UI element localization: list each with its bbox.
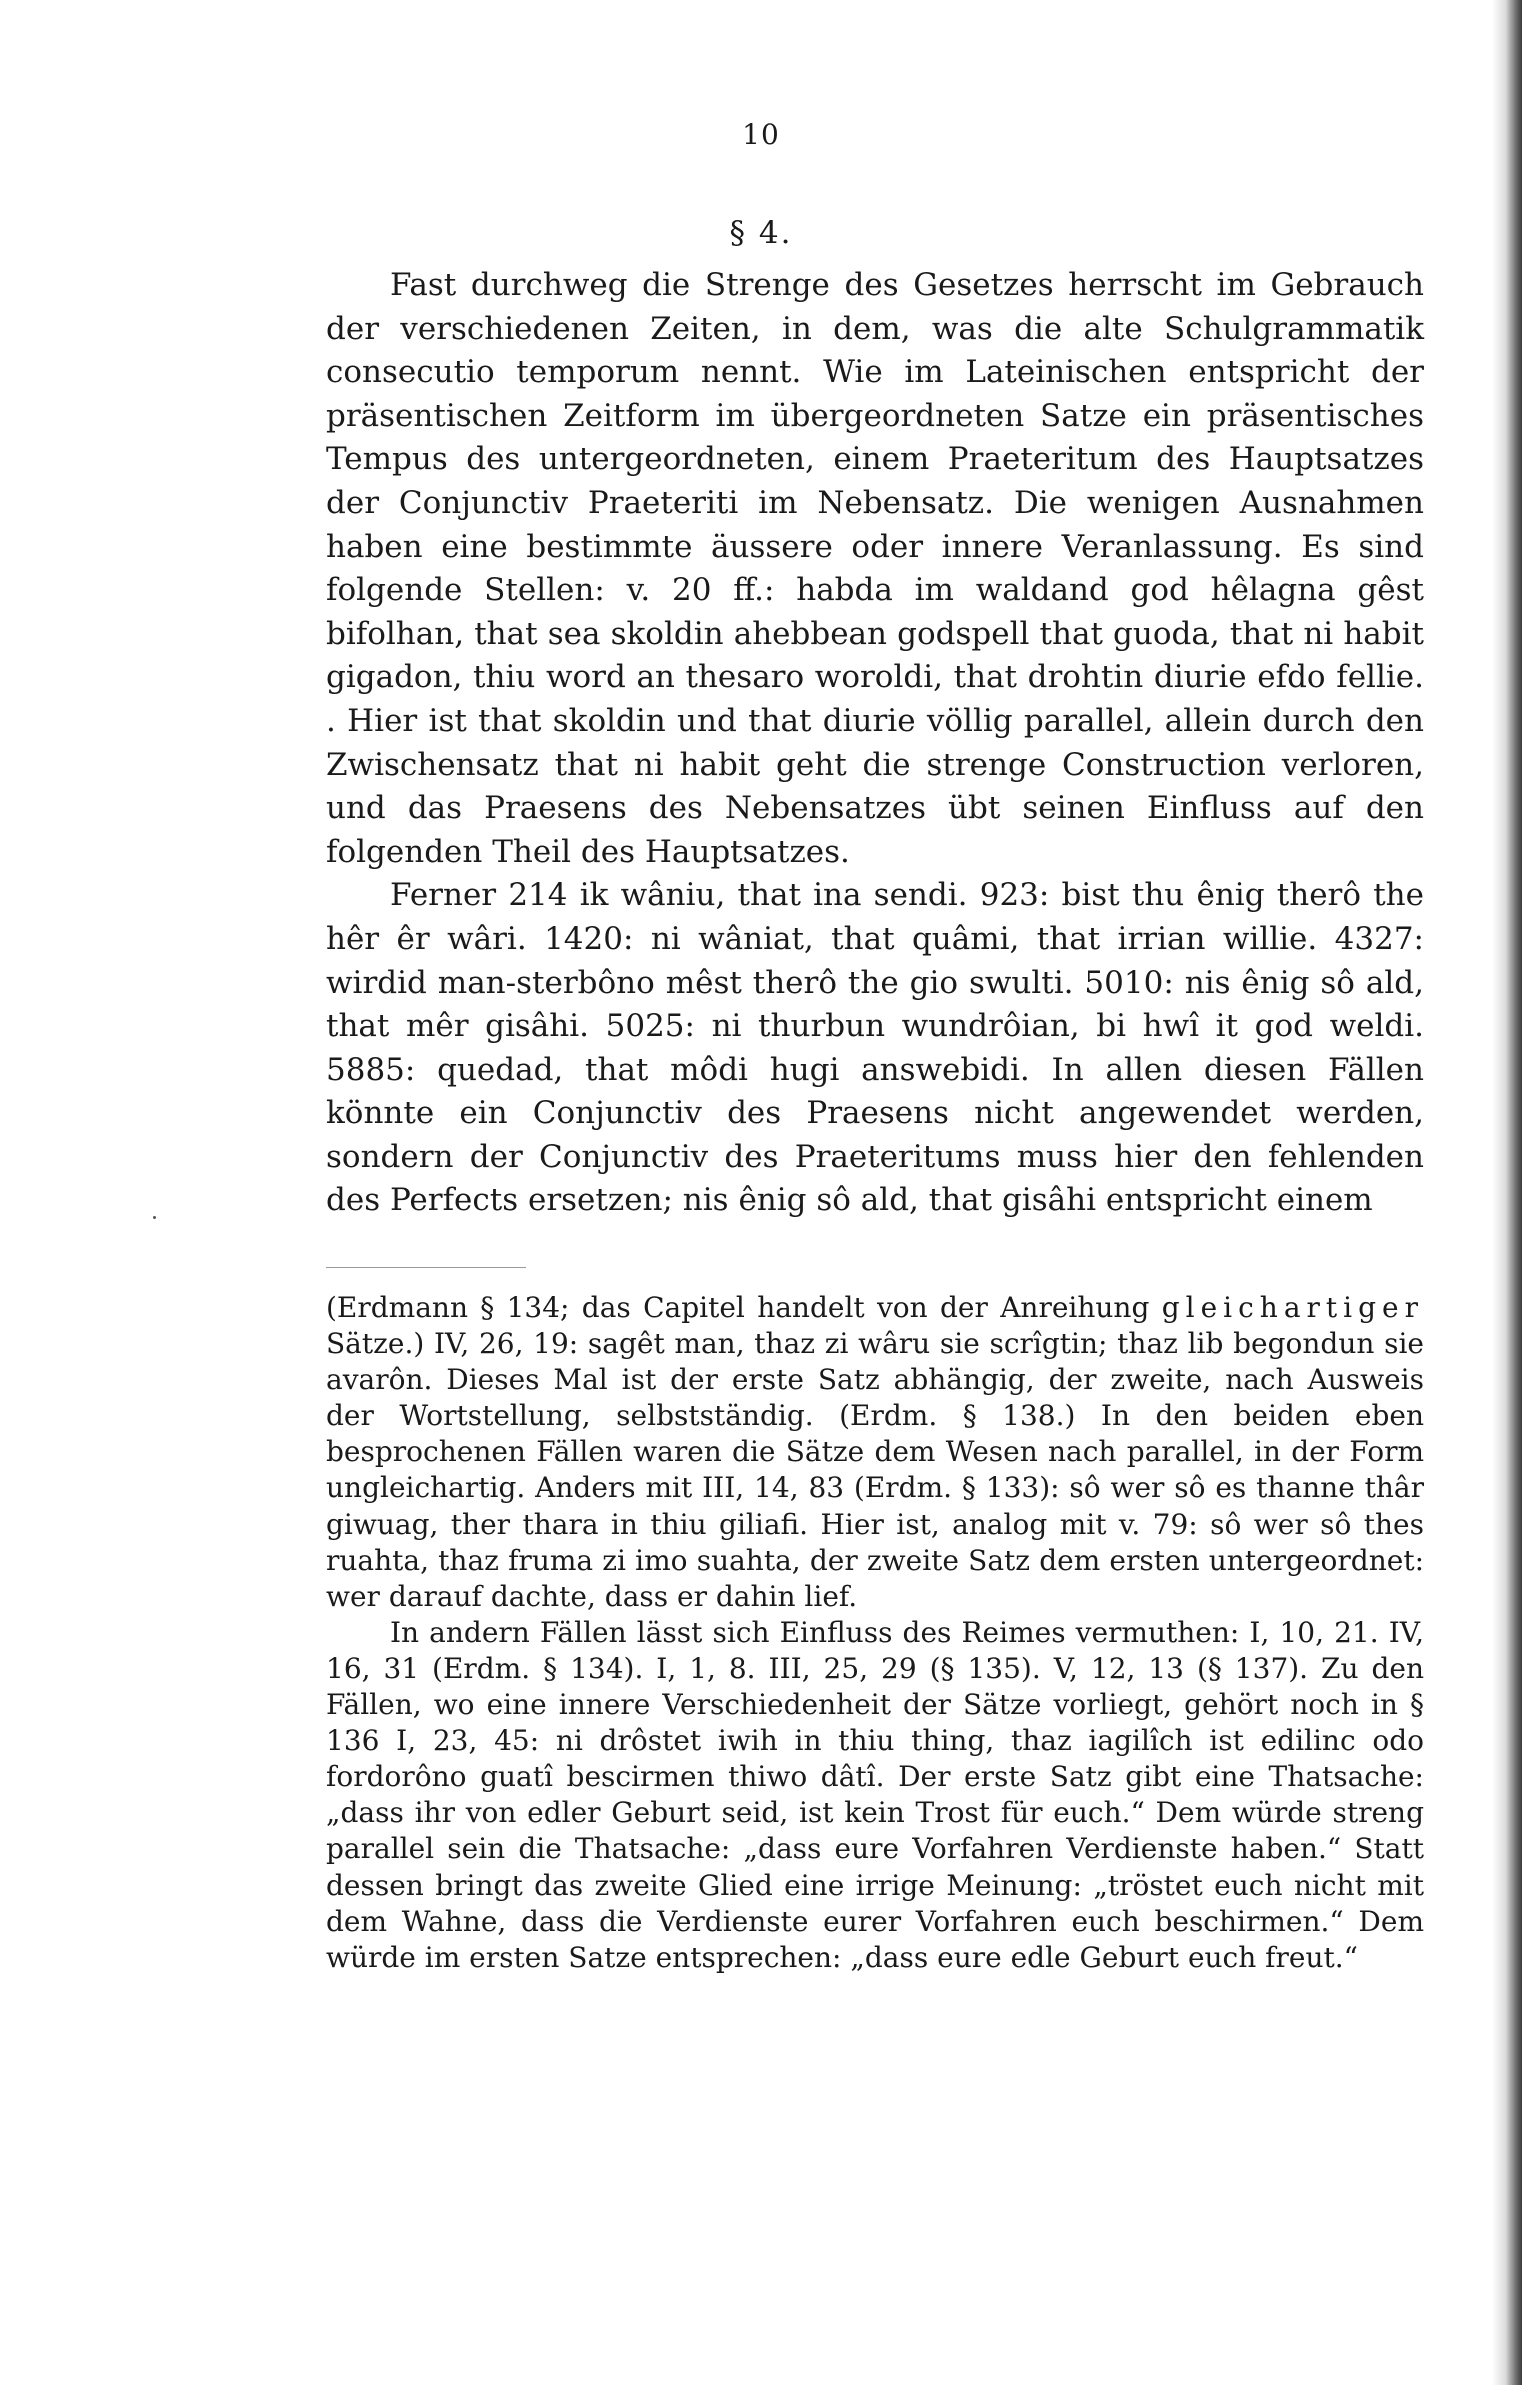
section-heading: § 4. xyxy=(729,215,793,251)
footnote-text-segment: (Erdmann § 134; das Capitel handelt von der Anreihung xyxy=(326,1291,1150,1324)
footnote-paragraph xyxy=(326,1290,1424,1615)
footnote xyxy=(326,1290,1424,1976)
body-paragraph: Fast durchweg die Strenge des Gesetzes herrscht im Gebrauch der verschiedenen Zeiten, in dem, was die alte Schulgrammatik consecutio temporum nennt. Wie im Lateinischen entspricht der präsentischen Zeitform im übergeordneten Satze ein präsentisches Tempus des untergeordneten, einem Praeteritum des Hauptsatzes der Conjunctiv Praeteriti im Nebensatz. Die wenigen Ausnahmen haben eine bestimmte äussere oder innere Veranlassung. Es sind folgende Stellen: v. 20 ff.: habda im waldand god hêlagna gêst bifolhan, that sea skoldin ahebbean godspell that guoda, that ni habit gigadon, thiu word an thesaro woroldi, that drohtin diurie efdo fellie. . Hier ist that skoldin und that diurie völlig parallel, allein durch den Zwischensatz that ni habit geht die strenge Construction verloren, und das Praesens des Nebensatzes übt seinen Einfluss auf den folgenden Theil des Hauptsatzes. xyxy=(326,267,1424,870)
page-edge-shadow xyxy=(1492,0,1522,2385)
page-number: 10 xyxy=(742,118,780,151)
footnote-separator xyxy=(326,1267,526,1268)
footnote-spaced-word: gleichartiger xyxy=(1161,1291,1425,1324)
main-text xyxy=(326,264,1424,1223)
stray-ink-mark xyxy=(153,1216,156,1219)
footnote-text-segment: Sätze.) IV, 26, 19: sagêt man, thaz zi wâru sie scrîgtin; thaz lib begondun sie avarôn. Dieses Mal ist der erste Satz abhängig, der zweite, nach Ausweis der Wortstellung, selbstständig. (Erdm. § 138.) In den beiden eben besprochenen Fällen waren die Sätze dem Wesen nach parallel, in der Form ungleichartig. Anders mit III, 14, 83 (Erdm. § 133): sô wer sô es thanne thâr giwuag, ther thara in thiu giliafi. Hier ist, analog mit v. 79: sô wer sô thes ruahta, thaz fruma zi imo suahta, der zweite Satz dem ersten untergeordnet: wer darauf dachte, dass er dahin lief. xyxy=(326,1327,1424,1613)
body-paragraph: Ferner 214 ik wâniu, that ina sendi. 923: bist thu ênig therô the hêr êr wâri. 1420: ni wâniat, that quâmi, that irrian willie. 4327: wirdid man-sterbôno mêst therô the gio swulti. 5010: nis ênig sô ald, that mêr gisâhi. 5025: ni thurbun wundrôian, bi hwî it god weldi. 5885: quedad, that môdi hugi answebidi. In allen diesen Fällen könnte ein Conjunctiv des Praesens nicht angewendet werden, sondern der Conjunctiv des Praeteritums muss hier den fehlenden des Perfects ersetzen; nis ênig sô ald, that gisâhi entspricht einem xyxy=(326,877,1424,1219)
footnote-paragraph: In andern Fällen lässt sich Einfluss des Reimes vermuthen: I, 10, 21. IV, 16, 31 (Erdm. § 134). I, 1, 8. III, 25, 29 (§ 135). V, 12, 13 (§ 137). Zu den Fällen, wo eine innere Verschiedenheit der Sätze vorliegt, gehört noch in § 136 I, 23, 45: ni drôstet iwih in thiu thing, thaz iagilîch ist edilinc odo fordorôno guatî bescirmen thiwo dâtî. Der erste Satz gibt eine Thatsache: „dass ihr von edler Geburt seid, ist kein Trost für euch.“ Dem würde streng parallel sein die Thatsache: „dass eure Vorfahren Verdienste haben.“ Statt dessen bringt das zweite Glied eine irrige Meinung: „tröstet euch nicht mit dem Wahne, dass die Verdienste eurer Vorfahren euch beschirmen.“ Dem würde im ersten Satze entsprechen: „dass eure edle Geburt euch freut.“ xyxy=(326,1615,1424,1974)
